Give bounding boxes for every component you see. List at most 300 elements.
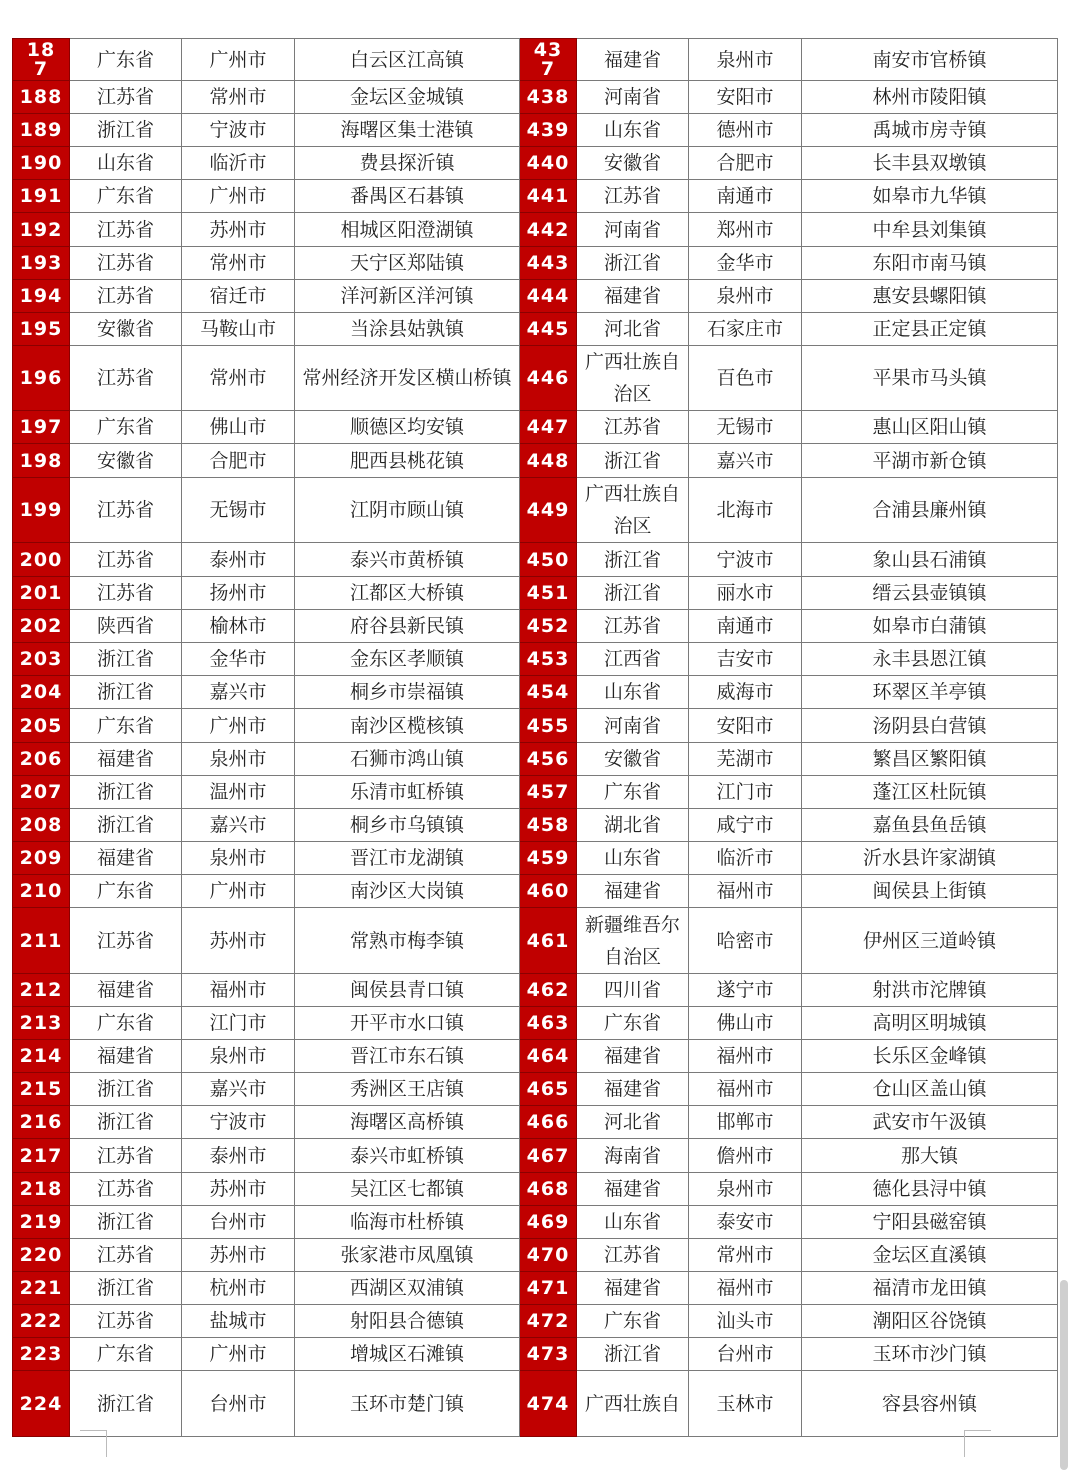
left-town-cell: 临海市杜桥镇 — [295, 1206, 520, 1239]
left-city-cell: 常州市 — [182, 247, 295, 280]
table-row — [13, 809, 1058, 842]
right-city-cell: 江门市 — [689, 776, 802, 809]
table-row — [13, 444, 1058, 478]
right-rank-cell: 452 — [520, 610, 577, 643]
left-town-cell: 玉环市楚门镇 — [295, 1371, 520, 1437]
right-city-cell: 汕头市 — [689, 1305, 802, 1338]
table-row — [13, 908, 1058, 974]
table-row — [13, 39, 1058, 81]
right-city-cell: 福州市 — [689, 1040, 802, 1073]
right-rank-cell: 449 — [520, 478, 577, 543]
right-province-cell: 山东省 — [577, 114, 689, 147]
right-province-cell: 广东省 — [577, 1007, 689, 1040]
left-rank-cell: 212 — [13, 974, 70, 1007]
left-province-cell: 江苏省 — [70, 280, 182, 313]
right-city-cell: 哈密市 — [689, 908, 802, 974]
right-town-cell: 合浦县廉州镇 — [802, 478, 1058, 543]
right-rank-cell: 451 — [520, 577, 577, 610]
left-rank-cell: 188 — [13, 81, 70, 114]
left-town-cell: 乐清市虹桥镇 — [295, 776, 520, 809]
left-town-cell: 闽侯县青口镇 — [295, 974, 520, 1007]
right-city-cell: 福州市 — [689, 1272, 802, 1305]
left-province-cell: 浙江省 — [70, 1272, 182, 1305]
right-province-cell: 河北省 — [577, 1106, 689, 1139]
left-rank-cell: 205 — [13, 709, 70, 743]
right-town-cell: 环翠区羊亭镇 — [802, 676, 1058, 709]
right-rank-cell: 454 — [520, 676, 577, 709]
right-province-cell: 山东省 — [577, 1206, 689, 1239]
left-city-cell: 临沂市 — [182, 147, 295, 180]
table-row — [13, 709, 1058, 743]
right-town-cell: 德化县浔中镇 — [802, 1173, 1058, 1206]
right-town-cell: 林州市陵阳镇 — [802, 81, 1058, 114]
right-province-cell: 福建省 — [577, 1073, 689, 1106]
left-city-cell: 苏州市 — [182, 908, 295, 974]
left-town-cell: 泰兴市黄桥镇 — [295, 543, 520, 577]
right-province-cell: 浙江省 — [577, 444, 689, 478]
left-city-cell: 苏州市 — [182, 1239, 295, 1272]
left-town-cell: 吴江区七都镇 — [295, 1173, 520, 1206]
right-province-cell: 福建省 — [577, 1272, 689, 1305]
left-rank-cell: 203 — [13, 643, 70, 676]
right-rank-cell: 460 — [520, 875, 577, 908]
right-rank-cell: 444 — [520, 280, 577, 313]
right-rank-cell: 447 — [520, 411, 577, 444]
left-city-cell: 泉州市 — [182, 743, 295, 776]
table-row — [13, 1371, 1058, 1437]
left-province-cell: 浙江省 — [70, 809, 182, 842]
right-town-cell: 平湖市新仓镇 — [802, 444, 1058, 478]
right-province-cell: 湖北省 — [577, 809, 689, 842]
right-town-cell: 玉环市沙门镇 — [802, 1338, 1058, 1371]
right-province-cell: 广西壮族自 — [577, 1371, 689, 1437]
right-province-cell: 海南省 — [577, 1139, 689, 1173]
right-city-cell: 郑州市 — [689, 213, 802, 247]
left-town-cell: 晋江市龙湖镇 — [295, 842, 520, 875]
right-rank-cell: 471 — [520, 1272, 577, 1305]
right-province-cell: 江苏省 — [577, 1239, 689, 1272]
left-town-cell: 射阳县合德镇 — [295, 1305, 520, 1338]
left-province-cell: 江苏省 — [70, 543, 182, 577]
table-row — [13, 543, 1058, 577]
left-town-cell: 江阴市顾山镇 — [295, 478, 520, 543]
right-town-cell: 平果市马头镇 — [802, 346, 1058, 411]
right-province-cell: 山东省 — [577, 842, 689, 875]
right-rank-cell: 446 — [520, 346, 577, 411]
left-rank-cell: 197 — [13, 411, 70, 444]
left-province-cell: 安徽省 — [70, 444, 182, 478]
left-city-cell: 嘉兴市 — [182, 1073, 295, 1106]
left-rank-cell: 221 — [13, 1272, 70, 1305]
right-town-cell: 惠山区阳山镇 — [802, 411, 1058, 444]
right-province-cell: 福建省 — [577, 875, 689, 908]
right-rank-cell: 455 — [520, 709, 577, 743]
right-city-cell: 宁波市 — [689, 543, 802, 577]
right-town-cell: 惠安县螺阳镇 — [802, 280, 1058, 313]
left-rank-cell: 206 — [13, 743, 70, 776]
right-province-cell: 江苏省 — [577, 610, 689, 643]
left-rank-cell: 196 — [13, 346, 70, 411]
left-city-cell: 苏州市 — [182, 213, 295, 247]
table-row — [13, 1173, 1058, 1206]
left-city-cell: 嘉兴市 — [182, 676, 295, 709]
right-city-cell: 北海市 — [689, 478, 802, 543]
table-row — [13, 1206, 1058, 1239]
left-town-cell: 府谷县新民镇 — [295, 610, 520, 643]
left-rank-cell: 223 — [13, 1338, 70, 1371]
right-city-cell: 佛山市 — [689, 1007, 802, 1040]
left-rank-cell: 187 — [13, 39, 70, 81]
right-city-cell: 无锡市 — [689, 411, 802, 444]
left-city-cell: 广州市 — [182, 709, 295, 743]
table-row — [13, 247, 1058, 280]
left-rank-cell: 211 — [13, 908, 70, 974]
left-rank-cell: 219 — [13, 1206, 70, 1239]
town-table — [12, 38, 1058, 1437]
left-town-cell: 南沙区大岗镇 — [295, 875, 520, 908]
right-town-cell: 正定县正定镇 — [802, 313, 1058, 346]
right-town-cell: 象山县石浦镇 — [802, 543, 1058, 577]
right-town-cell: 宁阳县磁窑镇 — [802, 1206, 1058, 1239]
table-row — [13, 147, 1058, 180]
left-town-cell: 当涂县姑孰镇 — [295, 313, 520, 346]
table-row — [13, 411, 1058, 444]
right-town-cell: 缙云县壶镇镇 — [802, 577, 1058, 610]
left-rank-cell: 200 — [13, 543, 70, 577]
left-city-cell: 杭州市 — [182, 1272, 295, 1305]
right-province-cell: 广东省 — [577, 776, 689, 809]
right-province-cell: 广东省 — [577, 1305, 689, 1338]
right-rank-cell: 440 — [520, 147, 577, 180]
right-city-cell: 泰安市 — [689, 1206, 802, 1239]
left-city-cell: 泉州市 — [182, 842, 295, 875]
left-province-cell: 江苏省 — [70, 1239, 182, 1272]
right-city-cell: 咸宁市 — [689, 809, 802, 842]
left-town-cell: 桐乡市崇福镇 — [295, 676, 520, 709]
left-city-cell: 合肥市 — [182, 444, 295, 478]
right-city-cell: 福州市 — [689, 1073, 802, 1106]
right-city-cell: 泉州市 — [689, 280, 802, 313]
left-province-cell: 山东省 — [70, 147, 182, 180]
right-province-cell: 浙江省 — [577, 577, 689, 610]
right-rank-cell: 442 — [520, 213, 577, 247]
right-city-cell: 常州市 — [689, 1239, 802, 1272]
right-province-cell: 山东省 — [577, 676, 689, 709]
left-rank-cell: 192 — [13, 213, 70, 247]
table-row — [13, 313, 1058, 346]
right-province-cell: 河南省 — [577, 81, 689, 114]
right-city-cell: 南通市 — [689, 180, 802, 213]
right-province-cell: 浙江省 — [577, 1338, 689, 1371]
right-rank-cell: 457 — [520, 776, 577, 809]
left-province-cell: 浙江省 — [70, 114, 182, 147]
right-city-cell: 泉州市 — [689, 39, 802, 81]
right-city-cell: 嘉兴市 — [689, 444, 802, 478]
left-rank-cell: 217 — [13, 1139, 70, 1173]
table-body — [13, 39, 1058, 1437]
right-province-cell: 河南省 — [577, 213, 689, 247]
right-town-cell: 射洪市沱牌镇 — [802, 974, 1058, 1007]
left-town-cell: 桐乡市乌镇镇 — [295, 809, 520, 842]
left-province-cell: 江苏省 — [70, 577, 182, 610]
right-province-cell: 浙江省 — [577, 543, 689, 577]
right-town-cell: 金坛区直溪镇 — [802, 1239, 1058, 1272]
left-rank-cell: 204 — [13, 676, 70, 709]
left-province-cell: 江苏省 — [70, 213, 182, 247]
right-rank-cell: 443 — [520, 247, 577, 280]
left-province-cell: 江苏省 — [70, 346, 182, 411]
right-rank-cell: 459 — [520, 842, 577, 875]
right-rank-cell: 472 — [520, 1305, 577, 1338]
right-town-cell: 伊州区三道岭镇 — [802, 908, 1058, 974]
right-city-cell: 百色市 — [689, 346, 802, 411]
table-row — [13, 213, 1058, 247]
left-province-cell: 广东省 — [70, 709, 182, 743]
left-city-cell: 台州市 — [182, 1371, 295, 1437]
right-province-cell: 安徽省 — [577, 147, 689, 180]
left-city-cell: 常州市 — [182, 81, 295, 114]
table-row — [13, 676, 1058, 709]
left-town-cell: 常州经济开发区横山桥镇 — [295, 346, 520, 411]
left-town-cell: 相城区阳澄湖镇 — [295, 213, 520, 247]
left-province-cell: 浙江省 — [70, 1206, 182, 1239]
left-town-cell: 石狮市鸿山镇 — [295, 743, 520, 776]
crop-mark-left — [80, 1430, 107, 1457]
right-town-cell: 长乐区金峰镇 — [802, 1040, 1058, 1073]
left-city-cell: 福州市 — [182, 974, 295, 1007]
table-row — [13, 180, 1058, 213]
right-province-cell: 江西省 — [577, 643, 689, 676]
left-city-cell: 金华市 — [182, 643, 295, 676]
scrollbar[interactable] — [1060, 1280, 1068, 1470]
right-rank-cell: 453 — [520, 643, 577, 676]
right-province-cell: 河北省 — [577, 313, 689, 346]
left-city-cell: 广州市 — [182, 180, 295, 213]
left-rank-cell: 213 — [13, 1007, 70, 1040]
right-town-cell: 那大镇 — [802, 1139, 1058, 1173]
table-row — [13, 346, 1058, 411]
right-rank-cell: 464 — [520, 1040, 577, 1073]
right-town-cell: 禹城市房寺镇 — [802, 114, 1058, 147]
right-rank-cell: 467 — [520, 1139, 577, 1173]
left-town-cell: 肥西县桃花镇 — [295, 444, 520, 478]
left-city-cell: 宿迁市 — [182, 280, 295, 313]
left-city-cell: 泰州市 — [182, 543, 295, 577]
left-town-cell: 白云区江高镇 — [295, 39, 520, 81]
left-province-cell: 浙江省 — [70, 1073, 182, 1106]
left-city-cell: 榆林市 — [182, 610, 295, 643]
left-town-cell: 晋江市东石镇 — [295, 1040, 520, 1073]
table-row — [13, 280, 1058, 313]
left-province-cell: 江苏省 — [70, 81, 182, 114]
left-rank-cell: 215 — [13, 1073, 70, 1106]
left-province-cell: 福建省 — [70, 842, 182, 875]
left-town-cell: 张家港市凤凰镇 — [295, 1239, 520, 1272]
left-town-cell: 秀洲区王店镇 — [295, 1073, 520, 1106]
right-rank-cell: 466 — [520, 1106, 577, 1139]
left-province-cell: 福建省 — [70, 974, 182, 1007]
left-town-cell: 顺德区均安镇 — [295, 411, 520, 444]
table-row — [13, 610, 1058, 643]
right-city-cell: 台州市 — [689, 1338, 802, 1371]
right-town-cell: 闽侯县上街镇 — [802, 875, 1058, 908]
left-rank-cell: 220 — [13, 1239, 70, 1272]
left-town-cell: 海曙区集士港镇 — [295, 114, 520, 147]
right-town-cell: 蓬江区杜阮镇 — [802, 776, 1058, 809]
right-town-cell: 沂水县许家湖镇 — [802, 842, 1058, 875]
left-town-cell: 番禺区石碁镇 — [295, 180, 520, 213]
right-town-cell: 高明区明城镇 — [802, 1007, 1058, 1040]
right-province-cell: 河南省 — [577, 709, 689, 743]
left-city-cell: 无锡市 — [182, 478, 295, 543]
left-rank-cell: 201 — [13, 577, 70, 610]
left-city-cell: 苏州市 — [182, 1173, 295, 1206]
left-town-cell: 洋河新区洋河镇 — [295, 280, 520, 313]
left-rank-cell: 224 — [13, 1371, 70, 1437]
right-town-cell: 中牟县刘集镇 — [802, 213, 1058, 247]
right-province-cell: 新疆维吾尔自治区 — [577, 908, 689, 974]
right-rank-cell: 461 — [520, 908, 577, 974]
left-town-cell: 常熟市梅李镇 — [295, 908, 520, 974]
left-province-cell: 江苏省 — [70, 1173, 182, 1206]
left-town-cell: 金坛区金城镇 — [295, 81, 520, 114]
left-province-cell: 浙江省 — [70, 1106, 182, 1139]
left-province-cell: 浙江省 — [70, 643, 182, 676]
right-province-cell: 福建省 — [577, 280, 689, 313]
left-rank-cell: 193 — [13, 247, 70, 280]
table-row — [13, 776, 1058, 809]
right-city-cell: 吉安市 — [689, 643, 802, 676]
right-town-cell: 嘉鱼县鱼岳镇 — [802, 809, 1058, 842]
right-city-cell: 福州市 — [689, 875, 802, 908]
left-city-cell: 马鞍山市 — [182, 313, 295, 346]
right-province-cell: 浙江省 — [577, 247, 689, 280]
left-rank-cell: 222 — [13, 1305, 70, 1338]
table-row — [13, 974, 1058, 1007]
right-rank-cell: 437 — [520, 39, 577, 81]
right-town-cell: 如皋市九华镇 — [802, 180, 1058, 213]
left-province-cell: 江苏省 — [70, 908, 182, 974]
right-city-cell: 威海市 — [689, 676, 802, 709]
left-town-cell: 西湖区双浦镇 — [295, 1272, 520, 1305]
right-city-cell: 邯郸市 — [689, 1106, 802, 1139]
left-rank-cell: 210 — [13, 875, 70, 908]
left-city-cell: 宁波市 — [182, 114, 295, 147]
left-town-cell: 开平市水口镇 — [295, 1007, 520, 1040]
left-city-cell: 台州市 — [182, 1206, 295, 1239]
right-province-cell: 安徽省 — [577, 743, 689, 776]
left-rank-cell: 202 — [13, 610, 70, 643]
town-list-document — [12, 38, 1057, 1437]
right-town-cell: 武安市午汲镇 — [802, 1106, 1058, 1139]
right-town-cell: 南安市官桥镇 — [802, 39, 1058, 81]
left-city-cell: 江门市 — [182, 1007, 295, 1040]
right-city-cell: 儋州市 — [689, 1139, 802, 1173]
right-rank-cell: 462 — [520, 974, 577, 1007]
table-row — [13, 1040, 1058, 1073]
right-rank-cell: 470 — [520, 1239, 577, 1272]
left-province-cell: 浙江省 — [70, 676, 182, 709]
left-city-cell: 宁波市 — [182, 1106, 295, 1139]
table-row — [13, 643, 1058, 676]
right-city-cell: 遂宁市 — [689, 974, 802, 1007]
right-province-cell: 福建省 — [577, 1173, 689, 1206]
right-province-cell: 江苏省 — [577, 411, 689, 444]
left-town-cell: 金东区孝顺镇 — [295, 643, 520, 676]
right-city-cell: 南通市 — [689, 610, 802, 643]
table-row — [13, 478, 1058, 543]
right-city-cell: 合肥市 — [689, 147, 802, 180]
left-city-cell: 泰州市 — [182, 1139, 295, 1173]
right-rank-cell: 463 — [520, 1007, 577, 1040]
left-rank-cell: 208 — [13, 809, 70, 842]
table-row — [13, 743, 1058, 776]
left-town-cell: 江都区大桥镇 — [295, 577, 520, 610]
table-row — [13, 842, 1058, 875]
right-city-cell: 石家庄市 — [689, 313, 802, 346]
table-row — [13, 1338, 1058, 1371]
table-row — [13, 1239, 1058, 1272]
right-city-cell: 德州市 — [689, 114, 802, 147]
left-rank-cell: 209 — [13, 842, 70, 875]
left-rank-cell: 214 — [13, 1040, 70, 1073]
right-city-cell: 安阳市 — [689, 81, 802, 114]
left-town-cell: 增城区石滩镇 — [295, 1338, 520, 1371]
right-rank-cell: 456 — [520, 743, 577, 776]
left-city-cell: 广州市 — [182, 39, 295, 81]
right-province-cell: 广西壮族自治区 — [577, 346, 689, 411]
right-rank-cell: 474 — [520, 1371, 577, 1437]
right-city-cell: 安阳市 — [689, 709, 802, 743]
right-rank-cell: 468 — [520, 1173, 577, 1206]
right-town-cell: 汤阴县白营镇 — [802, 709, 1058, 743]
table-row — [13, 1272, 1058, 1305]
left-rank-cell: 198 — [13, 444, 70, 478]
right-rank-cell: 441 — [520, 180, 577, 213]
table-row — [13, 81, 1058, 114]
right-rank-cell: 439 — [520, 114, 577, 147]
left-province-cell: 江苏省 — [70, 1139, 182, 1173]
table-row — [13, 1007, 1058, 1040]
table-row — [13, 1073, 1058, 1106]
left-city-cell: 嘉兴市 — [182, 809, 295, 842]
left-rank-cell: 207 — [13, 776, 70, 809]
right-town-cell: 长丰县双墩镇 — [802, 147, 1058, 180]
left-province-cell: 广东省 — [70, 1007, 182, 1040]
left-rank-cell: 195 — [13, 313, 70, 346]
right-province-cell: 广西壮族自治区 — [577, 478, 689, 543]
table-row — [13, 1106, 1058, 1139]
left-rank-cell: 190 — [13, 147, 70, 180]
left-city-cell: 盐城市 — [182, 1305, 295, 1338]
right-town-cell: 容县容州镇 — [802, 1371, 1058, 1437]
right-city-cell: 临沂市 — [689, 842, 802, 875]
right-town-cell: 永丰县恩江镇 — [802, 643, 1058, 676]
left-province-cell: 江苏省 — [70, 247, 182, 280]
left-city-cell: 泉州市 — [182, 1040, 295, 1073]
left-town-cell: 海曙区高桥镇 — [295, 1106, 520, 1139]
right-rank-cell: 469 — [520, 1206, 577, 1239]
left-province-cell: 浙江省 — [70, 776, 182, 809]
right-town-cell: 潮阳区谷饶镇 — [802, 1305, 1058, 1338]
right-province-cell: 江苏省 — [577, 180, 689, 213]
right-rank-cell: 473 — [520, 1338, 577, 1371]
left-province-cell: 江苏省 — [70, 1305, 182, 1338]
left-city-cell: 佛山市 — [182, 411, 295, 444]
left-province-cell: 浙江省 — [70, 1371, 182, 1437]
right-rank-cell: 450 — [520, 543, 577, 577]
left-province-cell: 广东省 — [70, 180, 182, 213]
